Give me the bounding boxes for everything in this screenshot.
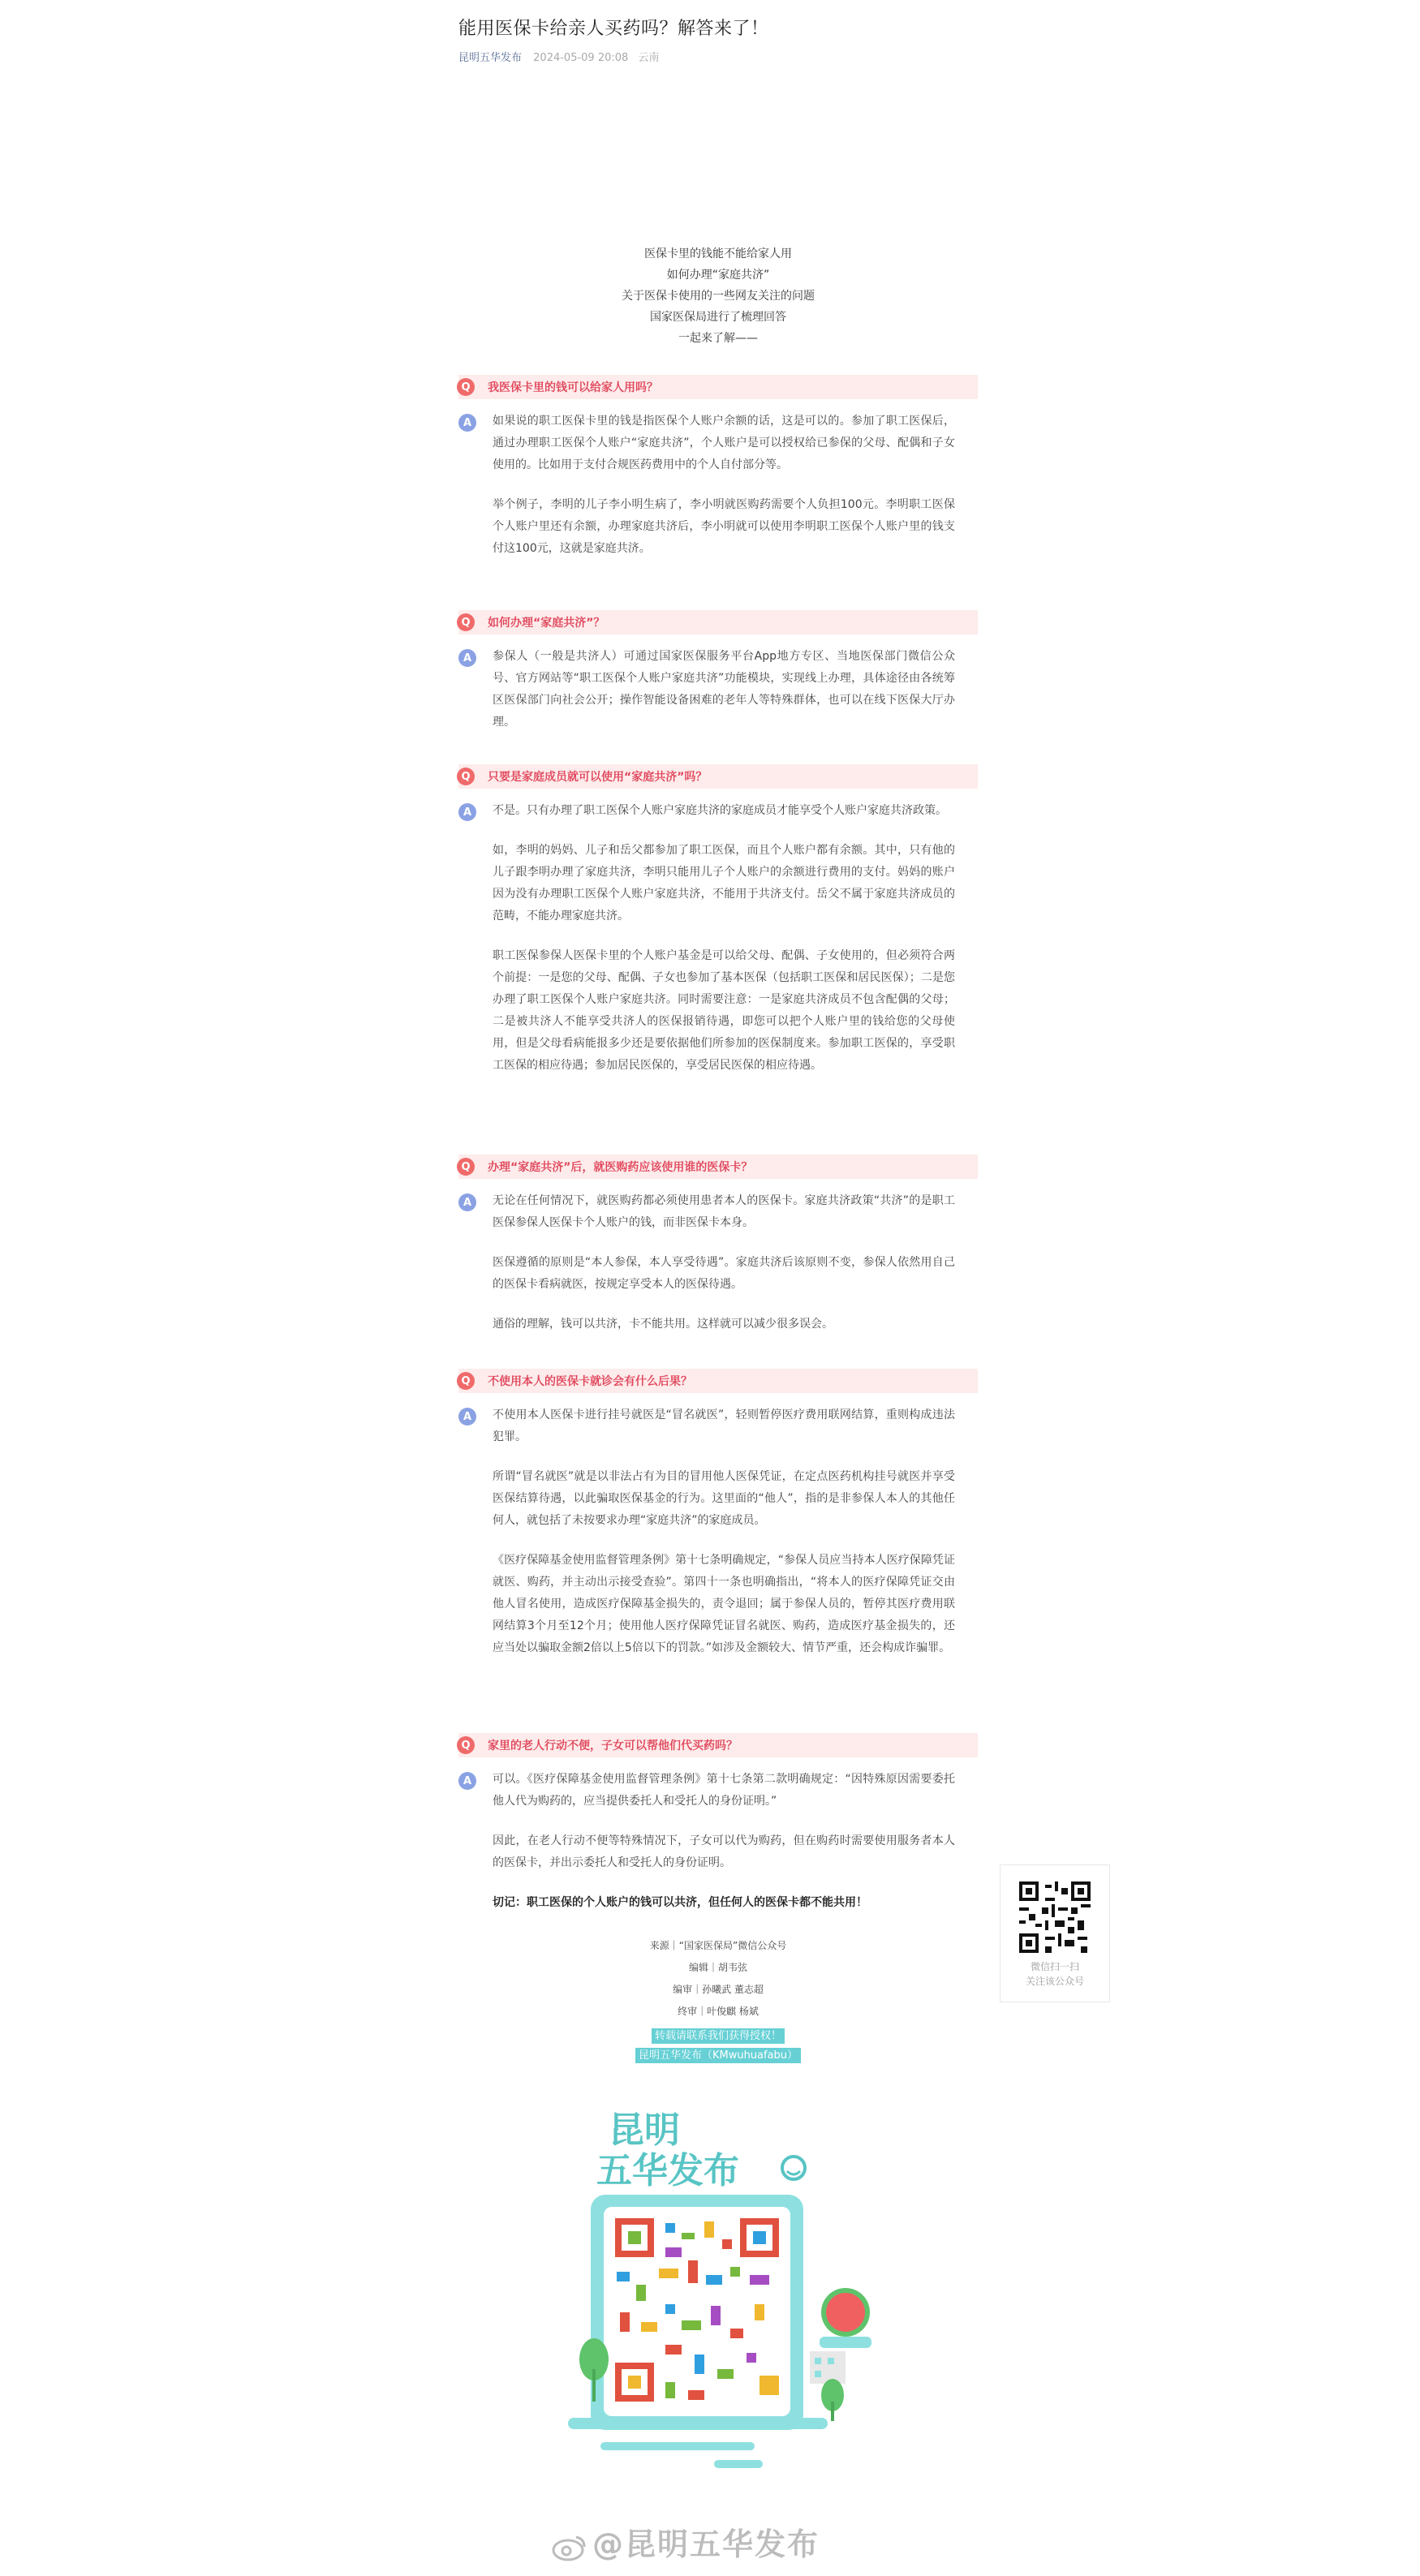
follow-qr-card[interactable] [1000, 1864, 1110, 2002]
author-link[interactable]: 昆明五华发布 [458, 52, 523, 64]
article-meta [458, 49, 659, 64]
brand-line-1: 昆明 [609, 2109, 680, 2151]
watermark-text: @昆明五华发布 [592, 2527, 820, 2562]
question-bar [458, 1369, 978, 1393]
q-badge: Q [457, 1158, 475, 1176]
intro-line: 如何办理“家庭共济” [666, 269, 770, 282]
brand-line-2: 五华发布 [596, 2150, 739, 2191]
intro-block [458, 243, 978, 349]
intro-line: 关于医保卡使用的一些网友关注的问题 [622, 290, 815, 303]
answer-paragraph: 职工医保参保人医保卡里的个人账户基金是可以给父母、配偶、子女使用的，但必须符合两个前提：一是您的父母、配偶、子女也参加了基本医保（包括职工医保和居民医保）；二是您办理了职工医保个人账户家庭共济。同时需要注意：一是家庭共济成员不包含配偶的父母；二是被共济人不能享受共济人的医保报销待遇，即您可以把个人账户里的钱给您的父母使用，但是父母看病能报多少还是要依据他们所参加的医保制度来。参加职工医保的，享受职工医保的相应待遇；参加居民医保的，享受居民医保的相应待遇。 [493, 949, 955, 1072]
a-badge: A [458, 649, 476, 667]
answer-paragraph: 如，李明的妈妈、儿子和岳父都参加了职工医保，而且个人账户都有余额。其中，只有他的儿子跟李明办理了家庭共济，李明只能用儿子个人账户的余额进行费用的支付。妈妈的账户因为没有办理职工医保个人账户家庭共济，不能用于共济支付。岳父不属于家庭共济成员的范畴，不能办理家庭共济。 [493, 844, 955, 922]
answer-paragraph: 可以。《医疗保障基金使用监督管理条例》第十七条第二款明确规定：“因特殊原因需要委托他人代为购药的，应当提供委托人和受托人的身份证明。” [493, 1773, 955, 1808]
reprint-notice [458, 2027, 978, 2042]
credit-line: 终审｜叶俊麒 杨斌 [678, 2006, 759, 2017]
answer-paragraph: 无论在任何情况下，就医购药都必须使用患者本人的医保卡。家庭共济政策“共济”的是职工医保参保人医保卡个人账户的钱，而非医保卡本身。 [493, 1194, 955, 1229]
question-text: 家里的老人行动不便，子女可以帮他们代买药吗？ [488, 1740, 738, 1752]
answer-paragraph: 不是。只有办理了职工医保个人账户家庭共济的家庭成员才能享受个人账户家庭共济政策。 [493, 804, 947, 817]
question-text: 如何办理“家庭共济”？ [488, 617, 605, 630]
question-bar [458, 1733, 978, 1757]
intro-line: 医保卡里的钱能不能给家人用 [644, 247, 792, 260]
answer-paragraph: 切记：职工医保的个人账户的钱可以共济，但任何人的医保卡都不能共用！ [493, 1896, 867, 1909]
question-bar [458, 610, 978, 634]
answer-block [458, 1404, 978, 1677]
answer-block [458, 800, 978, 1094]
question-text: 办理“家庭共济”后，就医购药应该使用谁的医保卡？ [488, 1161, 753, 1174]
question-text: 只要是家庭成员就可以使用“家庭共济”吗？ [488, 771, 708, 784]
answer-paragraph: 如果说的职工医保卡里的钱是指医保个人账户余额的话，这是可以的。参加了职工医保后，通过办理职工医保个人账户“家庭共济”，个人账户是可以授权给已参保的父母、配偶和子女使用的。比如用于支付合规医药费用中的个人自付部分等。 [493, 415, 955, 471]
credit-line: 编审｜孙曦武 董志超 [673, 1984, 764, 1995]
a-badge: A [458, 1772, 476, 1790]
weibo-icon [552, 2532, 587, 2561]
qr-caption: 微信扫一扫 [1030, 1961, 1079, 1972]
publish-date: 2024-05-09 20:08 [533, 52, 629, 64]
watermelon-decoration [820, 2288, 871, 2348]
promo-poster [552, 2093, 909, 2483]
building-decoration [810, 2351, 846, 2384]
answer-paragraph: 举个例子，李明的儿子李小明生病了，李小明就医购药需要个人负担100元。李明职工医保个人账户里还有余额，办理家庭共济后，李小明就可以使用李明职工医保个人账户里的钱支付这100元，这就是家庭共济。 [493, 498, 955, 555]
answer-paragraph: 参保人（一般是共济人）可通过国家医保服务平台App地方专区、当地医保部门微信公众号、官方网站等“职工医保个人账户家庭共济”功能模块，实现线上办理，具体途径由各统筹区医保部门向社会公开；操作智能设备困难的老年人等特殊群体，也可以在线下医保大厅办理。 [493, 650, 955, 729]
qr-code-icon [1016, 1878, 1094, 1956]
answer-paragraph: 因此，在老人行动不便等特殊情况下，子女可以代为购药，但在购药时需要使用服务者本人的医保卡，并出示委托人和受托人的身份证明。 [493, 1834, 955, 1869]
answer-block [458, 411, 978, 578]
q-badge: Q [457, 613, 475, 631]
answer-paragraph: 所谓“冒名就医”就是以非法占有为目的冒用他人医保凭证，在定点医药机构挂号就医并享受医保结算待遇，以此骗取医保基金的行为。这里面的“他人”，指的是非参保人本人的其他任何人，就包括了未按要求办理“家庭共济”的家庭成员。 [493, 1470, 955, 1527]
reprint-notice-text: 转载请联系我们获得授权！ [652, 2028, 785, 2044]
answer-block [458, 1190, 978, 1353]
credit-line: 来源｜“国家医保局”微信公众号 [649, 1940, 787, 1951]
answer-block [458, 646, 978, 751]
mascot-icon [782, 2157, 805, 2179]
q-badge: Q [457, 1736, 475, 1754]
brand-logo [596, 2109, 739, 2191]
answer-paragraph: 《医疗保障基金使用监督管理条例》第十七条明确规定，“参保人员应当持本人医疗保障凭证就医、购药，并主动出示接受查验”。第四十一条也明确指出，“将本人的医疗保障凭证交由他人冒名使用，造成医疗保障基金损失的，责令退回；属于参保人员的，暂停其医疗费用联网结算3个月至12个月；使用他人医疗保障凭证冒名就医、购药，造成医疗基金损失的，还应当处以骗取金额2倍以上5倍以下的罚款。”如涉及金额较大、情节严重，还会构成诈骗罪。 [493, 1554, 955, 1654]
question-bar [458, 1155, 978, 1179]
publish-region: 云南 [638, 52, 660, 64]
a-badge: A [458, 1193, 476, 1211]
answer-paragraph: 医保遵循的原则是“本人参保，本人享受待遇”。家庭共济后该原则不变，参保人依然用自己的医保卡看病就医，按规定享受本人的医保待遇。 [493, 1256, 955, 1291]
answer-paragraph: 不使用本人医保卡进行挂号就医是“冒名就医”，轻则暂停医疗费用联网结算，重则构成违法犯罪。 [493, 1408, 955, 1443]
article-title: 能用医保卡给亲人买药吗？解答来了！ [458, 19, 769, 39]
weibo-watermark [552, 2519, 820, 2564]
a-badge: A [458, 1408, 476, 1426]
question-bar [458, 375, 978, 399]
answer-block [458, 1769, 978, 1932]
intro-line: 一起来了解—— [678, 332, 758, 345]
credit-line: 编辑｜胡韦弦 [688, 1962, 747, 1973]
question-text: 不使用本人的医保卡就诊会有什么后果？ [488, 1375, 692, 1388]
q-badge: Q [457, 378, 475, 396]
answer-paragraph: 通俗的理解，钱可以共济，卡不能共用。这样就可以减少很多误会。 [493, 1318, 833, 1331]
qr-caption: 关注该公众号 [1025, 1976, 1084, 1987]
q-badge: Q [457, 768, 475, 785]
a-badge: A [458, 803, 476, 821]
intro-line: 国家医保局进行了梳理回答 [650, 311, 786, 324]
a-badge: A [458, 414, 476, 432]
question-bar [458, 764, 978, 789]
question-text: 我医保卡里的钱可以给家人用吗？ [488, 381, 658, 394]
account-id-text: 昆明五华发布（KMwuhuafabu） [635, 2048, 801, 2063]
account-id [458, 2046, 978, 2062]
credits-block [458, 1935, 978, 2023]
q-badge: Q [457, 1372, 475, 1390]
